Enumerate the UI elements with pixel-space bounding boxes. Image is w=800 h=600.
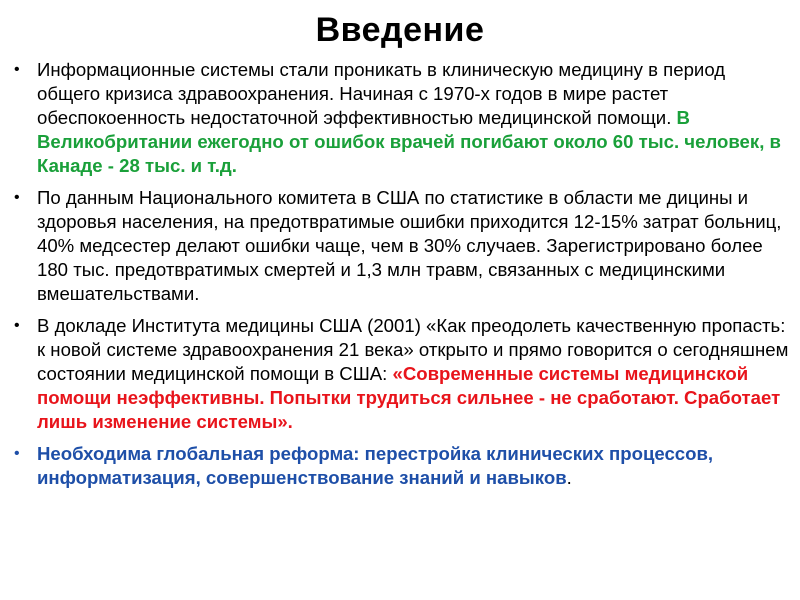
- bullet-3-text: В докладе Института медицины США (2001) «Как преодолеть качественную пропасть: к новой системе здравоохранения 21 века» открыто и прямо говорится о сегодняшнем состоянии медицинской помощи в США:: [37, 315, 789, 384]
- bullet-item-1: [10, 58, 792, 178]
- bullet-item-2: [10, 186, 792, 306]
- bullet-item-4: [10, 442, 792, 490]
- slide-title: Введение: [315, 11, 485, 49]
- bullet-1-highlight: В Великобритании ежегодно от ошибок врачей погибают около 60 тыс. человек, в Канаде - 28 тыс. и т.д.: [37, 107, 781, 176]
- bullet-item-3: [10, 314, 792, 434]
- bullet-marker: •: [14, 61, 20, 78]
- bullet-marker: •: [14, 445, 20, 462]
- bullet-2-text: По данным Национального комитета в США по статистике в области ме дицины и здоровья населения, на предотвратимые ошибки приходится 12-15% затрат больниц, 40% медсестер делают ошибки чаще, чем в 30% случаев. Зарегистрировано более 180 тыс. предотвратимых смертей и 1,3 млн травм, связанных с медицинскими вмешательствами.: [37, 187, 782, 304]
- bullet-1-text: Информационные системы стали проникать в клиническую медицину в период общего кризиса здравоохранения. Начиная с 1970-х годов в мире растет обеспокоенность недостаточной эффективностью медицинской помощи.: [37, 59, 726, 128]
- bullet-4-tail: .: [566, 467, 572, 488]
- bullet-4-highlight: Необходима глобальная реформа: перестройка клинических процессов, информатизация, совершенствование знаний и навыков: [37, 443, 714, 488]
- bullet-list: [10, 58, 792, 498]
- bullet-marker: •: [14, 189, 20, 206]
- bullet-3-highlight: «Современные системы медицинской помощи неэффективны. Попытки трудиться сильнее - не сработают. Сработает лишь изменение системы».: [37, 363, 781, 432]
- bullet-marker: •: [14, 317, 20, 334]
